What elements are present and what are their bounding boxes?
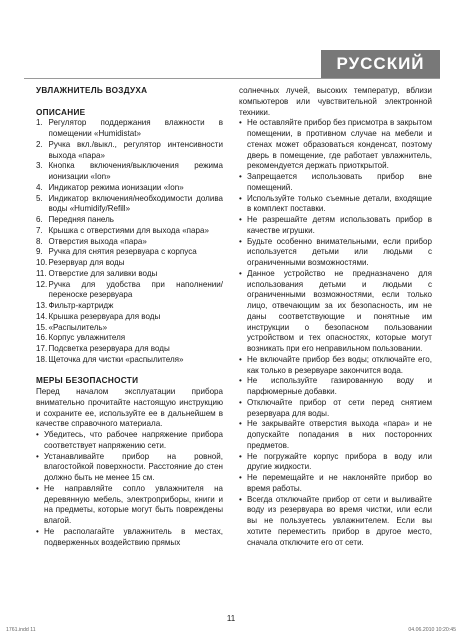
list-item — [36, 247, 223, 258]
item-text: Ручка вкл./выкл., регулятор интенсивности выхода «пара» — [48, 139, 223, 160]
bullet-icon: • — [239, 118, 242, 128]
document-title: УВЛАЖНИТЕЛЬ ВОЗДУХА — [36, 86, 148, 95]
item-text: Кнопка включения/выключения режима ионизации «Ion» — [48, 161, 223, 181]
bullet-text: Не разрешайте детям использовать прибор в качестве игрушки. — [247, 215, 432, 235]
safety-list-left — [36, 430, 223, 548]
item-number: 13. — [36, 301, 48, 310]
bullet-item — [239, 237, 432, 269]
bullet-item — [239, 419, 432, 451]
bullet-item — [36, 484, 223, 527]
item-number: 10. — [36, 258, 48, 267]
item-number: 4. — [36, 182, 43, 192]
list-item — [36, 301, 223, 312]
print-footer — [6, 627, 456, 633]
item-number: 1. — [36, 118, 43, 128]
bullet-text: Отключайте прибор от сети перед снятием резервуара для воды. — [247, 397, 432, 418]
bullet-text: Всегда отключайте прибор от сети и выливайте воду из резервуара во время чистки, или если вы не пользуетесь увлажнителем. Если вы хотите переместить прибор в другое место, сначала отключите его от сети. — [247, 494, 432, 547]
safety-list-right — [239, 118, 432, 548]
item-number: 5. — [36, 193, 43, 203]
bullet-icon: • — [36, 483, 39, 493]
item-number: 3. — [36, 161, 43, 171]
bullet-icon: • — [239, 451, 242, 461]
bullet-icon: • — [239, 419, 242, 429]
bullet-item — [36, 452, 223, 484]
item-text: Корпус увлажнителя — [48, 333, 126, 343]
bullet-icon: • — [239, 172, 242, 181]
item-text: Крышка с отверстиями для выхода «пара» — [48, 225, 209, 235]
item-number: 15. — [36, 322, 48, 332]
bullet-icon: • — [239, 376, 242, 386]
bullet-icon: • — [239, 473, 242, 482]
safety-intro: Перед началом эксплуатации прибора внимательно прочитайте настоящую инструкцию и сохраните ее, используйте ее в дальнейшем в качестве справочного материала. — [36, 387, 223, 429]
item-number: 11. — [36, 268, 47, 278]
bullet-item — [239, 118, 432, 172]
bullet-item — [239, 398, 432, 420]
list-item — [36, 312, 223, 323]
bullet-item — [239, 269, 432, 355]
item-text: Ручка для снятия резервуара с корпуса — [48, 247, 197, 257]
bullet-text: Не используйте газированную воду и парфюмерные добавки. — [247, 376, 432, 396]
bullet-text: Будьте особенно внимательными, если прибор используется детьми или людьми с ограниченными возможностями. — [247, 236, 432, 267]
item-number: 17. — [36, 344, 48, 353]
list-item — [36, 194, 223, 216]
bullet-item — [239, 376, 432, 398]
item-text: Фильтр-картридж — [48, 301, 114, 310]
item-text: «Распылитель» — [48, 322, 108, 332]
bullet-item — [239, 215, 432, 237]
list-item — [36, 161, 223, 183]
item-text: Ручка для удобства при наполнении/переноске резервуара — [48, 279, 223, 300]
bullet-icon: • — [239, 494, 242, 504]
page-number: 11 — [226, 614, 236, 623]
left-column — [36, 86, 223, 548]
item-text: Отверстия выхода «пара» — [48, 236, 147, 246]
list-item — [36, 237, 223, 248]
bullet-icon: • — [239, 268, 242, 278]
item-number: 16. — [36, 333, 48, 343]
bullet-icon: • — [239, 236, 242, 246]
list-item — [36, 280, 223, 302]
list-item — [36, 258, 223, 269]
bullet-item — [239, 194, 432, 216]
item-text: Индикатор включения/необходимости долива воды «Humidify/Refill» — [48, 193, 223, 214]
list-item — [36, 269, 223, 280]
bullet-text: Не располагайте увлажнитель в местах, подверженных воздействию прямых — [44, 526, 223, 547]
list-item — [36, 355, 223, 366]
item-text: Щеточка для чистки «распылителя» — [48, 354, 184, 364]
item-number: 6. — [36, 215, 43, 224]
safety-heading: МЕРЫ БЕЗОПАСНОСТИ — [36, 376, 139, 386]
bullet-item — [239, 172, 432, 194]
list-item — [36, 140, 223, 162]
item-text: Индикатор режима ионизации «Ion» — [48, 182, 184, 192]
bullet-text: Убедитесь, что рабочее напряжение прибора соответствует напряжению сети. — [44, 430, 223, 450]
item-number: 14. — [36, 311, 48, 321]
header-rule — [24, 78, 440, 79]
bullet-text: Не включайте прибор без воды; отключайте его, как только в резервуаре закончится вода. — [247, 354, 432, 375]
bullet-icon: • — [36, 430, 39, 439]
list-item — [36, 323, 223, 334]
list-item — [36, 226, 223, 237]
bullet-text: Данное устройство не предназначено для использования детьми и людьми с ограниченными возможностями, если только лицо, отвечающим за их безопасность, им не даны соответствующие и понятные им инструкции о безопасном пользовании устройством и тех опасностях, которые могут возникать при его неправильном пользовании. — [247, 268, 432, 353]
item-number: 7. — [36, 225, 43, 235]
bullet-icon: • — [36, 526, 39, 536]
item-text: Крышка резервуара для воды — [48, 311, 161, 321]
item-number: 12. — [36, 279, 48, 289]
footer-date: 04.06.2010 10:20:45 — [408, 627, 456, 633]
bullet-item — [239, 473, 432, 495]
bullet-text: Не погружайте корпус прибора в воду или другие жидкости. — [247, 451, 432, 472]
bullet-icon: • — [239, 354, 242, 364]
parts-list — [36, 118, 223, 365]
bullet-text: Не направляйте сопло увлажнителя на деревянную мебель, электроприборы, книги и на предметы, которые могут быть повреждены влагой. — [44, 483, 223, 525]
bullet-item — [239, 452, 432, 474]
item-text: Резервуар для воды — [48, 258, 125, 267]
bullet-item — [239, 355, 432, 377]
item-number: 9. — [36, 247, 43, 257]
bullet-text: Не закрывайте отверстия выхода «пара» и не допускайте попадания в них посторонних предметов. — [247, 419, 432, 450]
item-text: Подсветка резервуара для воды — [48, 344, 170, 353]
right-column — [239, 86, 432, 548]
list-item — [36, 215, 223, 226]
bullet-item — [239, 495, 432, 549]
footer-file: 1761.indd 11 — [6, 627, 36, 633]
bullet-text: Используйте только съемные детали, входящие в комплект поставки. — [247, 193, 432, 214]
bullet-text: Не оставляйте прибор без присмотра в закрытом помещении, в противном случае на мебели и стенах может образоваться конденсат, поэтому дверь в помещение, где работает увлажнитель, рекомендуется держать приоткрытой. — [247, 118, 433, 171]
list-item — [36, 183, 223, 194]
bullet-text: Устанавливайте прибор на ровной, влагостойкой поверхности. Расстояние до стен должно быть не менее 15 см. — [44, 451, 223, 482]
list-item — [36, 118, 223, 140]
bullet-icon: • — [36, 451, 39, 461]
bullet-icon: • — [239, 215, 242, 224]
item-text: Регулятор поддержания влажности в помещении «Humidistat» — [48, 118, 223, 138]
bullet-item — [36, 430, 223, 452]
list-item — [36, 333, 223, 344]
item-number: 8. — [36, 236, 43, 246]
item-number: 18. — [36, 354, 48, 364]
list-item — [36, 344, 223, 355]
bullet-icon: • — [239, 397, 242, 407]
bullet-text: Не перемещайте и не наклоняйте прибор во время работы. — [247, 473, 432, 493]
item-text: Отверстие для заливки воды — [48, 268, 158, 278]
item-number: 2. — [36, 139, 43, 149]
bullet-icon: • — [239, 193, 242, 203]
continuation-text: солнечных лучей, высоких температур, вблизи компьютеров или чувствительной электронной техники. — [239, 86, 432, 117]
description-heading: ОПИСАНИЕ — [36, 107, 86, 117]
bullet-text: Запрещается использовать прибор вне помещений. — [247, 172, 432, 192]
bullet-item — [36, 527, 223, 549]
item-text: Передняя панель — [48, 215, 114, 224]
language-tab: РУССКИЙ — [321, 50, 440, 78]
